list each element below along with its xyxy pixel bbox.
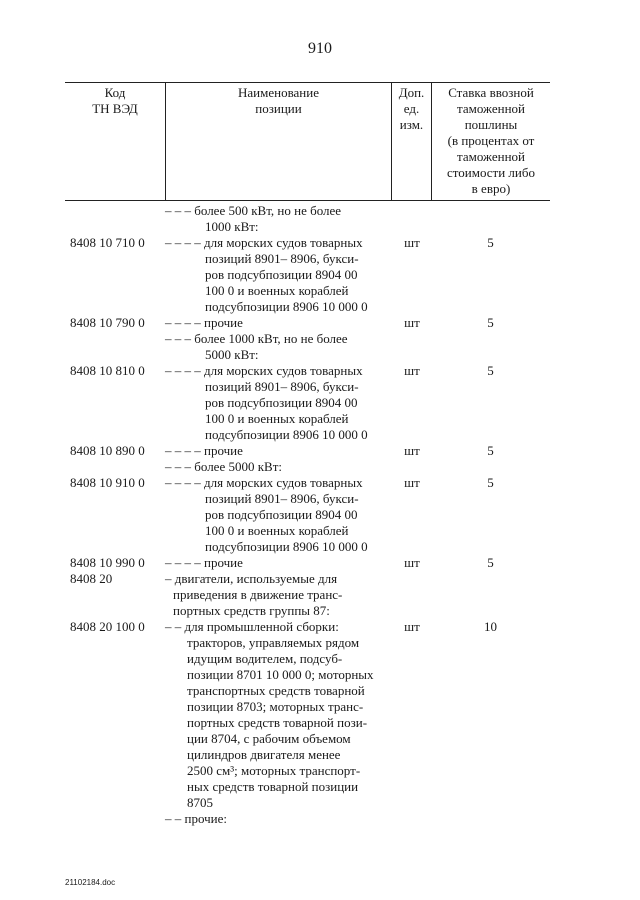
table-row [0, 555, 640, 571]
table-row [0, 331, 640, 363]
row-unit: шт [404, 555, 420, 570]
header-code [65, 85, 165, 117]
row-description [165, 475, 391, 555]
description-line: – двигатели, используемые для [165, 571, 338, 586]
description-line: – – – – для морских судов товарных [165, 363, 363, 378]
table-row [0, 475, 640, 555]
header-unit [392, 85, 431, 133]
row-description [165, 235, 391, 315]
description-line: ции 8704, с рабочим объемом [187, 731, 351, 746]
description-line: – – – – прочие [165, 315, 243, 330]
row-description [165, 571, 391, 619]
description-line: позиций 8901– 8906, букси- [205, 251, 359, 266]
table-top-rule [65, 82, 550, 83]
description-line: – – – – для морских судов товарных [165, 235, 363, 250]
row-description [165, 619, 391, 811]
description-line: ров подсубпозиции 8904 00 [205, 507, 358, 522]
row-code: 8408 10 710 0 [70, 235, 145, 250]
table-row [0, 443, 640, 459]
description-line: портных средств группы 87: [173, 603, 330, 618]
header-name [166, 85, 391, 117]
header-rate-line: стоимости либо [446, 165, 535, 180]
row-rate: 10 [484, 619, 497, 634]
description-line: приведения в движение транс- [173, 587, 343, 602]
description-line: подсубпозиции 8906 10 000 0 [205, 539, 368, 554]
row-rate: 5 [487, 443, 494, 458]
header-rate-line: таможенной [457, 149, 525, 164]
row-rate: 5 [487, 475, 494, 490]
row-code: 8408 10 810 0 [70, 363, 145, 378]
row-description [165, 459, 391, 475]
row-unit: шт [404, 235, 420, 250]
page-number: 910 [308, 40, 332, 57]
row-unit: шт [404, 363, 420, 378]
header-name-line: Наименование [238, 85, 319, 100]
description-line: транспортных средств товарной [187, 683, 365, 698]
description-line: тракторов, управляемых рядом [187, 635, 360, 650]
row-rate: 5 [487, 315, 494, 330]
description-line: ров подсубпозиции 8904 00 [205, 267, 358, 282]
row-rate: 5 [487, 235, 494, 250]
row-code: 8408 10 890 0 [70, 443, 145, 458]
row-unit: шт [404, 475, 420, 490]
row-code: 8408 10 910 0 [70, 475, 145, 490]
row-description [165, 555, 391, 571]
description-line: 100 0 и военных кораблей [205, 411, 349, 426]
description-line: идущим водителем, подсуб- [187, 651, 343, 666]
row-unit: шт [404, 619, 420, 634]
header-unit-line: изм. [399, 117, 424, 132]
description-line: – – – более 500 кВт, но не более [165, 203, 342, 218]
table-row [0, 235, 640, 315]
header-code-line: Код [104, 85, 126, 100]
row-unit: шт [404, 315, 420, 330]
header-rate-line: пошлины [464, 117, 518, 132]
description-line: 100 0 и военных кораблей [205, 523, 349, 538]
description-line: 2500 см³; моторных транспорт- [187, 763, 361, 778]
description-line: цилиндров двигателя менее [187, 747, 341, 762]
description-line: портных средств товарной пози- [187, 715, 368, 730]
description-line: позиции 8701 10 000 0; моторных [187, 667, 374, 682]
description-line: – – – более 1000 кВт, но не более [165, 331, 348, 346]
description-line: 5000 кВт: [205, 347, 259, 362]
description-line: позиций 8901– 8906, букси- [205, 379, 359, 394]
row-description [165, 331, 391, 363]
description-line: 1000 кВт: [205, 219, 259, 234]
row-description [165, 315, 391, 331]
description-line: ров подсубпозиции 8904 00 [205, 395, 358, 410]
table-row [0, 459, 640, 475]
description-line: – – – – прочие [165, 555, 243, 570]
table-row [0, 203, 640, 235]
table-row [0, 315, 640, 331]
header-unit-line: Доп. [398, 85, 425, 100]
table-header-rule [65, 200, 550, 201]
description-line: 8705 [187, 795, 213, 810]
description-line: – – прочие: [165, 811, 227, 826]
row-description [165, 811, 391, 827]
table-row [0, 363, 640, 443]
description-line: позиции 8703; моторных транс- [187, 699, 364, 714]
header-rate-line: в евро) [471, 181, 511, 196]
table-row [0, 619, 640, 811]
description-line: 100 0 и военных кораблей [205, 283, 349, 298]
table-row [0, 811, 640, 827]
row-rate: 5 [487, 363, 494, 378]
row-description [165, 443, 391, 459]
row-code: 8408 10 990 0 [70, 555, 145, 570]
description-line: – – – – прочие [165, 443, 243, 458]
footer-filename: 21102184.doc [65, 878, 116, 887]
table-row [0, 571, 640, 619]
row-rate: 5 [487, 555, 494, 570]
description-line: позиций 8901– 8906, букси- [205, 491, 359, 506]
description-line: – – – более 5000 кВт: [165, 459, 282, 474]
row-unit: шт [404, 443, 420, 458]
header-name-line: позиции [255, 101, 302, 116]
header-unit-line: ед. [403, 101, 420, 116]
header-rate-line: (в процентах от [447, 133, 535, 148]
description-line: подсубпозиции 8906 10 000 0 [205, 427, 368, 442]
description-line: подсубпозиции 8906 10 000 0 [205, 299, 368, 314]
header-rate [432, 85, 550, 197]
description-line: ных средств товарной позиции [187, 779, 359, 794]
header-code-line: ТН ВЭД [92, 101, 138, 116]
description-line: – – – – для морских судов товарных [165, 475, 363, 490]
row-description [165, 203, 391, 235]
header-rate-line: Ставка ввозной [448, 85, 534, 100]
description-line: – – для промышленной сборки: [165, 619, 339, 634]
header-rate-line: таможенной [457, 101, 525, 116]
row-code: 8408 20 100 0 [70, 619, 145, 634]
row-code: 8408 20 [70, 571, 113, 586]
row-description [165, 363, 391, 443]
row-code: 8408 10 790 0 [70, 315, 145, 330]
